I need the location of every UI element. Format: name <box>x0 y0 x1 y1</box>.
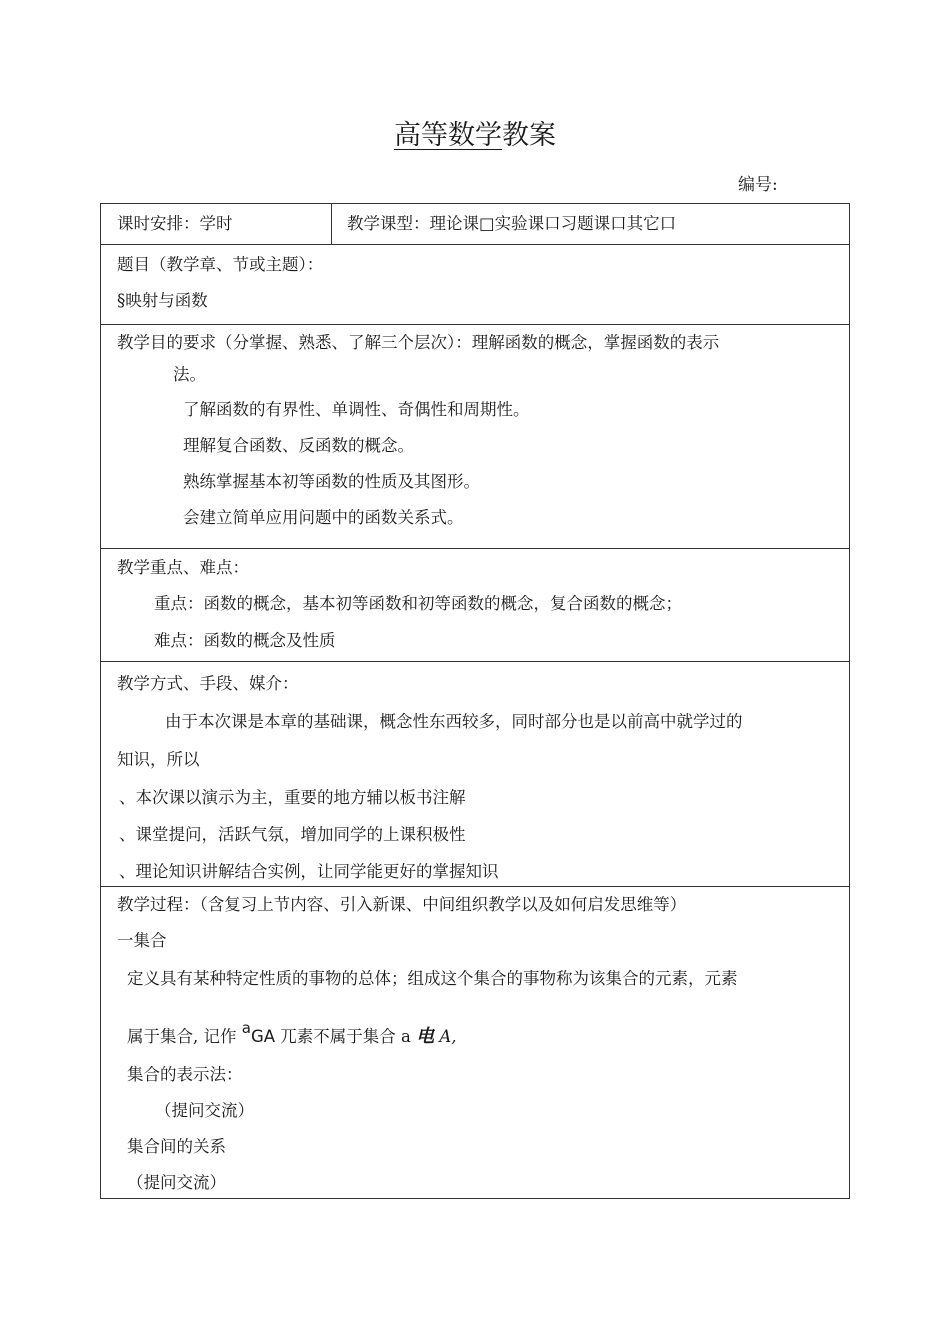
objectives-section <box>100 325 850 549</box>
def-membership: GA <box>250 1027 276 1046</box>
method-item: 、课堂提问，活跃气氛，增加同学的上课积极性 <box>119 825 466 844</box>
set-definition-line-2 <box>127 1016 457 1049</box>
def-text-a: 属于集合, 记作 <box>127 1027 237 1046</box>
process-label: 教学过程：（含复习上节内容、引入新课、中间组织教学以及如何启发思维等） <box>117 895 687 914</box>
set-definition-line-1: 定义具有某种特定性质的事物的总体；组成这个集合的事物称为该集合的元素，元素 <box>127 969 738 988</box>
schedule-row <box>100 203 850 245</box>
lesson-type-label: 教学课型：理论课□实验课口习题课口其它口 <box>347 214 677 233</box>
def-text-c: 兀素不属于集合 a <box>280 1027 411 1046</box>
title-rest: 教案 <box>502 120 556 151</box>
keypoints-label: 教学重点、难点： <box>117 558 249 577</box>
keypoints-section <box>100 549 850 662</box>
discussion-note: （提问交流） <box>127 1173 226 1192</box>
difficult-point: 难点：函数的概念及性质 <box>154 631 336 650</box>
def-symbol: 电 <box>416 1026 435 1047</box>
objective-item: 了解函数的有界性、单调性、奇偶性和周期性。 <box>183 400 530 419</box>
method-item: 、理论知识讲解结合实例，让同学能更好的掌握知识 <box>119 862 499 881</box>
method-item: 、本次课以演示为主，重要的地方辅以板书注解 <box>119 788 466 807</box>
def-set-name: A, <box>439 1027 457 1046</box>
objective-item: 熟练掌握基本初等函数的性质及其图形。 <box>183 472 480 491</box>
process-section <box>100 887 850 1199</box>
methods-section <box>100 662 850 887</box>
methods-label: 教学方式、手段、媒介： <box>117 674 299 693</box>
methods-paragraph-1: 由于本次课是本章的基础课，概念性东西较多，同时部分也是以前高中就学过的 <box>165 712 743 731</box>
topic-label: 题目（教学章、节或主题）： <box>117 255 324 274</box>
key-point: 重点：函数的概念，基本初等函数和初等函数的概念，复合函数的概念； <box>154 594 682 613</box>
row-divider <box>331 204 332 244</box>
discussion-note: （提问交流） <box>155 1101 254 1120</box>
representation-label: 集合的表示法： <box>127 1065 243 1084</box>
objective-item: 会建立简单应用问题中的函数关系式。 <box>183 508 464 527</box>
objective-item: 理解复合函数、反函数的概念。 <box>183 436 414 455</box>
section-heading-set: 一集合 <box>117 931 167 950</box>
objectives-line-2: 法。 <box>173 365 206 384</box>
serial-number-label: 编号: <box>738 175 778 195</box>
methods-paragraph-2: 知识，所以 <box>117 750 200 769</box>
objectives-line-1: 教学目的要求（分掌握、熟悉、了解三个层次）：理解函数的概念，掌握函数的表示 <box>117 333 720 352</box>
def-superscript: a <box>241 1019 251 1037</box>
page-title <box>0 116 950 156</box>
hours-label: 课时安排：学时 <box>117 214 233 233</box>
topic-section <box>100 245 850 325</box>
title-underlined: 高等数学 <box>394 120 502 151</box>
relation-label: 集合间的关系 <box>127 1137 226 1156</box>
topic-value: §映射与函数 <box>117 291 208 310</box>
